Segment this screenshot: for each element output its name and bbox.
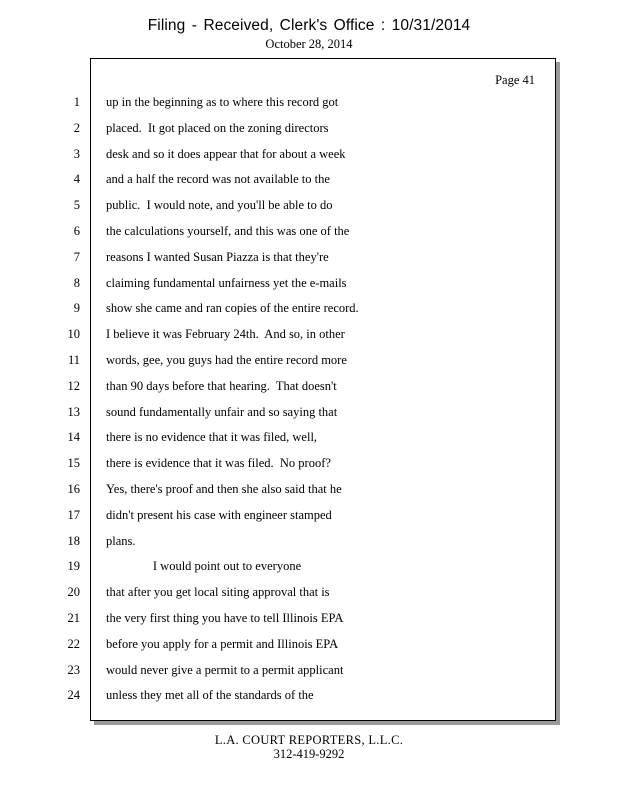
line-number: 8 — [73, 276, 80, 290]
line-number: 9 — [73, 301, 80, 315]
line-number: 15 — [67, 456, 80, 470]
transcript-line: the very first thing you have to tell Illinois EPA — [106, 611, 344, 625]
filing-stamp: Filing - Received, Clerk's Office : 10/31/2014 — [147, 17, 471, 34]
transcript-line: claiming fundamental unfairness yet the e-mails — [106, 276, 347, 290]
line-number: 17 — [67, 508, 80, 522]
transcript-line: plans. — [106, 534, 136, 548]
transcript-line: show she came and ran copies of the entire record. — [106, 301, 359, 315]
transcript-line: desk and so it does appear that for about a week — [106, 147, 346, 161]
transcript-line: I would point out to everyone — [106, 559, 302, 573]
line-number: 18 — [67, 534, 80, 548]
line-number: 12 — [67, 379, 80, 393]
transcript-line: reasons I wanted Susan Piazza is that they're — [106, 250, 329, 264]
line-number: 14 — [67, 430, 80, 444]
line-number: 13 — [67, 405, 80, 419]
transcript-date: October 28, 2014 — [265, 37, 353, 51]
transcript-line: Yes, there's proof and then she also said that he — [106, 482, 342, 496]
footer-company: L.A. COURT REPORTERS, L.L.C. — [214, 733, 404, 747]
line-number: 21 — [67, 611, 80, 625]
transcript-line: the calculations yourself, and this was one of the — [106, 224, 350, 238]
line-number: 11 — [67, 353, 80, 367]
line-number: 6 — [73, 224, 80, 238]
line-number: 16 — [67, 482, 80, 496]
transcript-line: didn't present his case with engineer stamped — [106, 508, 332, 522]
transcript-line: that after you get local siting approval that is — [106, 585, 330, 599]
line-number: 3 — [73, 147, 80, 161]
line-number: 1 — [73, 95, 80, 109]
transcript-line: sound fundamentally unfair and so saying that — [106, 405, 338, 419]
line-number: 19 — [67, 559, 80, 573]
transcript-line: unless they met all of the standards of the — [106, 688, 314, 702]
footer-phone: 312-419-9292 — [273, 747, 345, 761]
line-number: 4 — [73, 172, 80, 186]
transcript-line: words, gee, you guys had the entire record more — [106, 353, 347, 367]
line-number: 2 — [73, 121, 80, 135]
line-number: 5 — [73, 198, 80, 212]
transcript-line: I believe it was February 24th. And so, in other — [106, 327, 345, 341]
transcript-line: and a half the record was not available to the — [106, 172, 330, 186]
line-number: 23 — [67, 663, 80, 677]
transcript-line: up in the beginning as to where this record got — [106, 95, 339, 109]
page-number: Page 41 — [495, 73, 535, 87]
line-number: 22 — [67, 637, 80, 651]
transcript-line: than 90 days before that hearing. That doesn't — [106, 379, 337, 393]
transcript-line: placed. It got placed on the zoning directors — [106, 121, 329, 135]
transcript-line: there is evidence that it was filed. No proof? — [106, 456, 331, 470]
line-number: 10 — [67, 327, 80, 341]
transcript-line: public. I would note, and you'll be able to do — [106, 198, 333, 212]
line-number: 20 — [67, 585, 80, 599]
line-number: 7 — [73, 250, 80, 264]
line-number: 24 — [67, 688, 80, 702]
transcript-line: would never give a permit to a permit applicant — [106, 663, 344, 677]
transcript-line: there is no evidence that it was filed, well, — [106, 430, 318, 444]
transcript-line: before you apply for a permit and Illinois EPA — [106, 637, 339, 651]
